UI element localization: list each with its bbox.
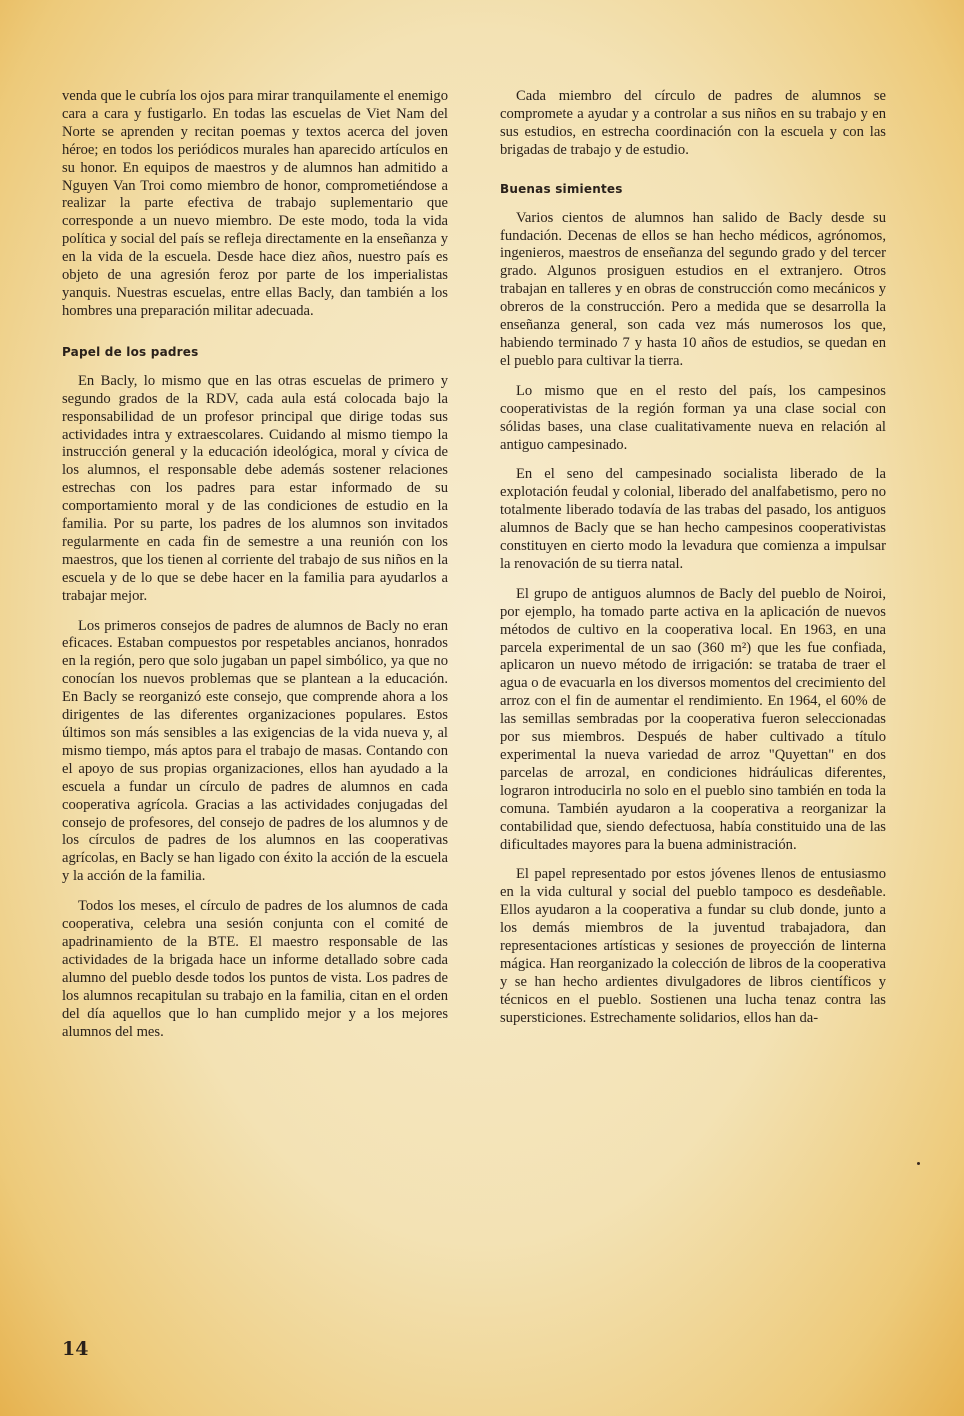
page-number: 14: [62, 1338, 89, 1360]
paragraph: El papel representado por estos jóvenes llenos de entusiasmo en la vida cultural y social del pueblo tampoco es desdeñable. Ellos ayudaron a la cooperativa a fundar su club donde, junto a los demás miembros de la juventud trabajadora, dan representaciones artísticas y sesiones de proyección de linterna mágica. Han reorganizado la colección de libros de la cooperativa y se han hecho ardientes divulgadores de libros científicos y técnicos en el pueblo. Sostienen una lucha tenaz contra las supersticiones. Estrechamente solidarios, ellos han da-: [500, 866, 886, 1026]
section-heading: Buenas simientes: [500, 181, 623, 196]
section-heading: Papel de los padres: [62, 344, 199, 359]
right-column: [500, 88, 886, 1040]
paragraph: Varios cientos de alumnos han salido de Bacly desde su fundación. Decenas de ellos se han hecho médicos, agrónomos, ingenieros, maestros de enseñanza del segundo grado y del tercer grado. Algunos prosiguen estudios en el extranjero. Otros trabajan en talleres y en obras de construcción como mecánicos y obreros de la construcción. Pero a medida que se desarrolla la enseñanza general, son cada vez más numerosos los que, habiendo terminado 7 y hasta 10 años de estudios, se quedan en el pueblo para cultivar la tierra.: [500, 209, 886, 369]
paragraph: En Bacly, lo mismo que en las otras escuelas de primero y segundo grados de la RDV, cada aula está colocada bajo la responsabilidad de un profesor principal que dirige todas sus actividades intra y extraescolares. Cuidando al mismo tiempo la instrucción general y la educación ideológica, moral y cívica de los alumnos, el responsable debe además sostener relaciones estrechas con los padres para estar informado de su comportamiento moral y de las condiciones de estudio en la familia. Por su parte, los padres de los alumnos son invitados regularmente en cada fin de semestre a una reunión con los maestros, que los tienen al corriente del trabajo de sus niños en la escuela y de lo que se debe hacer en la familia para ayudarlos a trabajar mejor.: [62, 372, 448, 604]
paragraph: Los primeros consejos de padres de alumnos de Bacly no eran eficaces. Estaban compuestos por respetables ancianos, honrados en la región, pero que solo jugaban un papel simbólico, ya que no conocían los nuevos problemas que se plantean a la educación. En Bacly se reorganizó este consejo, que comprende ahora a los dirigentes de las diferentes organizaciones populares. Estos últimos son más sensibles a las exigencias de la vida nueva y, al mismo tiempo, más aptos para el trabajo de masas. Contando con el apoyo de sus propias organizaciones, ellos han ayudado a la escuela a fundar un círculo de padres de alumnos en cada cooperativa agrícola. Gracias a las actividades conjugadas del consejo de profesores, del consejo de padres de los alumnos y de los círculos de padres de los alumnos en las cooperativas agrícolas, en Bacly se han ligado con éxito la acción de la escuela y la acción de la familia.: [62, 617, 448, 885]
paragraph: Todos los meses, el círculo de padres de los alumnos de cada cooperativa, celebra una sesión conjunta con el comité de apadrinamiento de la BTE. El maestro responsable de las actividades de la brigada hace un informe detallado sobre cada alumno del pueblo desde todos los puntos de vista. Los padres de los alumnos recapitulan su trabajo en la familia, citan en el orden del día aquellos que lo han cumplido mejor y a los mejores alumnos del mes.: [62, 898, 448, 1040]
paragraph: El grupo de antiguos alumnos de Bacly del pueblo de Noiroi, por ejemplo, ha tomado parte activa en la aplicación de nuevos métodos de cultivo en la cooperativa local. En 1963, en una parcela experimental de un sao (360 m²) que les fue confiada, aplicaron un nuevo método de irrigación: se trataba de traer el agua o de evacuarla en los diversos momentos del crecimiento del arroz con el fin de aumentar el rendimiento. En 1964, el 60% de las semillas sembradas por la cooperativa fueron seleccionadas por sus miembros. Después de haber cultivado a título experimental la nueva variedad de arroz "Quyettan" en dos parcelas de arrozal, en condiciones hidráulicas diferentes, lograron introducirla no solo en el pueblo sino también en toda la comuna. También ayudaron a la cooperativa a reorganizar la contabilidad que, siendo defectuosa, había constituido una de las dificultades mayores para la buena administración.: [500, 585, 886, 853]
paragraph: venda que le cubría los ojos para mirar tranquilamente el enemigo cara a cara y fustigarlo. En todas las escuelas de Viet Nam del Norte se aprenden y recitan poemas y textos acerca del joven héroe; en todos los periódicos murales han aparecido artículos en su honor. En equipos de maestros y de alumnos han admitido a Nguyen Van Troi como miembro de honor, comprometiéndose a realizar la parte efectiva de trabajo suplementario que corresponde a un nuevo miembro. De este modo, toda la vida política y social del país se refleja directamente en la enseñanza y en la vida de la escuela. Desde hace diez años, nuestro país es objeto de una agresión feroz por parte de los imperialistas yanquis. Nuestras escuelas, entre ellas Bacly, dan también a los hombres una preparación militar adecuada.: [62, 88, 448, 319]
paragraph: En el seno del campesinado socialista liberado de la explotación feudal y colonial, liberado del analfabetismo, pero no totalmente liberado todavía de las trabas del pasado, los antiguos alumnos de Bacly que se han hecho campesinos cooperativistas constituyen en cierto modo la levadura que comienza a impulsar la renovación de su tierra natal.: [500, 466, 886, 572]
left-column: [62, 88, 448, 1053]
print-speck: [917, 1162, 920, 1165]
paragraph: Cada miembro del círculo de padres de alumnos se compromete a ayudar y a controlar a sus niños en su trabajo y en sus estudios, en estrecha coordinación con la escuela y con las brigadas de trabajo y de estudio.: [500, 88, 886, 158]
paragraph: Lo mismo que en el resto del país, los campesinos cooperativistas de la región forman ya una clase social con sólidas bases, una clase cualitativamente nueva en relación al antiguo campesinado.: [500, 382, 886, 453]
